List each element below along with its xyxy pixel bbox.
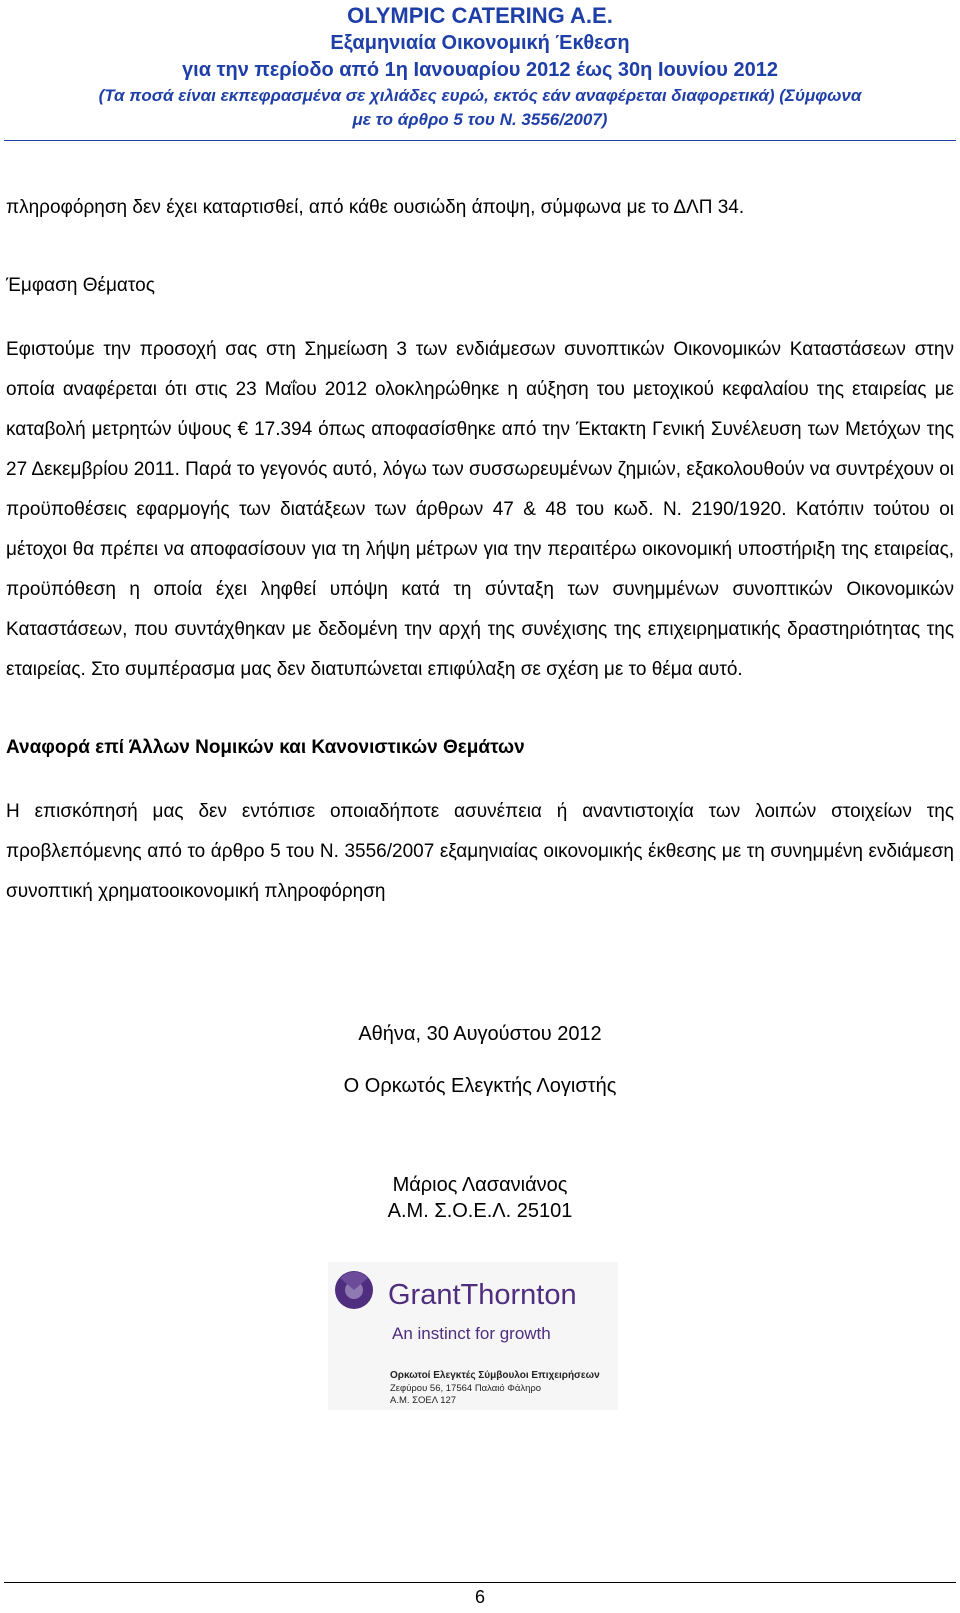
intro-line: πληροφόρηση δεν έχει καταρτισθεί, από κάθε ουσιώδη άποψη, σύμφωνα με το ΔΛΠ 34. [6,197,745,218]
auditor-role: Ο Ορκωτός Ελεγκτής Λογιστής [343,1075,617,1097]
auditor-registration: Α.Μ. Σ.Ο.Ε.Λ. 25101 [387,1200,573,1222]
report-period: για την περίοδο από 1η Ιανουαρίου 2012 έως 30η Ιουνίου 2012 [182,59,778,81]
brand-tagline: An instinct for growth [392,1324,551,1343]
auditor-name: Μάριος Λασανιάνος [392,1174,568,1196]
header-divider [4,140,956,141]
signature-block [0,1016,960,1224]
emphasis-heading: Έμφαση Θέματος [6,275,155,296]
stamp-address: Ζεφύρου 56, 17564 Παλαιό Φάληρο [390,1383,542,1394]
document-header [0,2,960,132]
logo-mark-icon [335,1271,373,1309]
grant-thornton-logo [328,1262,618,1410]
emphasis-paragraph: Εφιστούμε την προσοχή σας στη Σημείωση 3 των ενδιάμεσων συνοπτικών Οικονομικών Καταστάσεων στην οποία αναφέρεται ότι στις 23 Μαΐου 2012 ολοκληρώθηκε η αύξηση του μετοχικού κεφαλαίου της εταιρείας με καταβολή μετρητών ύψους € 17.394 όπως αποφασίσθηκε από την Έκτακτη Γενική Συνέλευση των Μετόχων της 27 Δεκεμβρίου 2011. Παρά το γεγονός αυτό, λόγω των συσσωρευμένων ζημιών, εξακολουθούν να συντρέχουν οι προϋποθέσεις εφαρμογής των διατάξεων των άρθρων 47 & 48 του κωδ. Ν. 2190/1920. Κατόπιν τούτου οι μέτοχοι θα πρέπει να αποφασίσουν για τη λήψη μέτρων για την περαιτέρω οικονομική υποστήριξη της εταιρείας, προϋπόθεση η οποία έχει ληφθεί υπόψη κατά τη σύνταξη των συνημμένων συνοπτικών Οικονομικών Καταστάσεων, που συντάχθηκαν με δεδομένη την αρχή της συνέχισης της επιχειρηματικής δραστηριότητας της εταιρείας. Στο συμπέρασμα μας δεν διατυπώνεται επιφύλαξη σε σχέση με το θέμα αυτό. [6,339,954,680]
legal-heading: Αναφορά επί Άλλων Νομικών και Κανονιστικών Θεμάτων [6,737,525,758]
stamp-registration: Α.Μ. ΣΟΕΛ 127 [390,1395,457,1406]
page-number: 6 [474,1587,485,1607]
legal-paragraph: Η επισκόπησή μας δεν εντόπισε οποιαδήποτε ασυνέπεια ή αναντιστοιχία των λοιπών στοιχείων της προβλεπόμενης από το άρθρο 5 του Ν. 3556/2007 εξαμηνιαίας οικονομικής έκθεσης με τη συνημμένη ενδιάμεση συνοπτική χρηματοοικονομική πληροφόρηση [6,801,954,902]
report-title: Εξαμηνιαία Οικονομική Έκθεση [330,32,630,54]
place-date: Αθήνα, 30 Αυγούστου 2012 [358,1023,602,1045]
currency-note-line-1: (Τα ποσά είναι εκπεφρασμένα σε χιλιάδες ευρώ, εκτός εάν αναφέρεται διαφορετικά) (Σύμφωνα [98,86,862,105]
currency-note-line-2: με το άρθρο 5 του Ν. 3556/2007) [352,110,608,129]
report-body [6,188,954,912]
stamp-firm: Ορκωτοί Ελεγκτές Σύμβουλοι Επιχειρήσεων [390,1370,600,1381]
company-name: OLYMPIC CATERING A.E. [347,3,613,28]
brand-wordmark: GrantThornton [388,1279,577,1311]
footer-divider [4,1582,956,1583]
firm-stamp [328,1262,618,1410]
